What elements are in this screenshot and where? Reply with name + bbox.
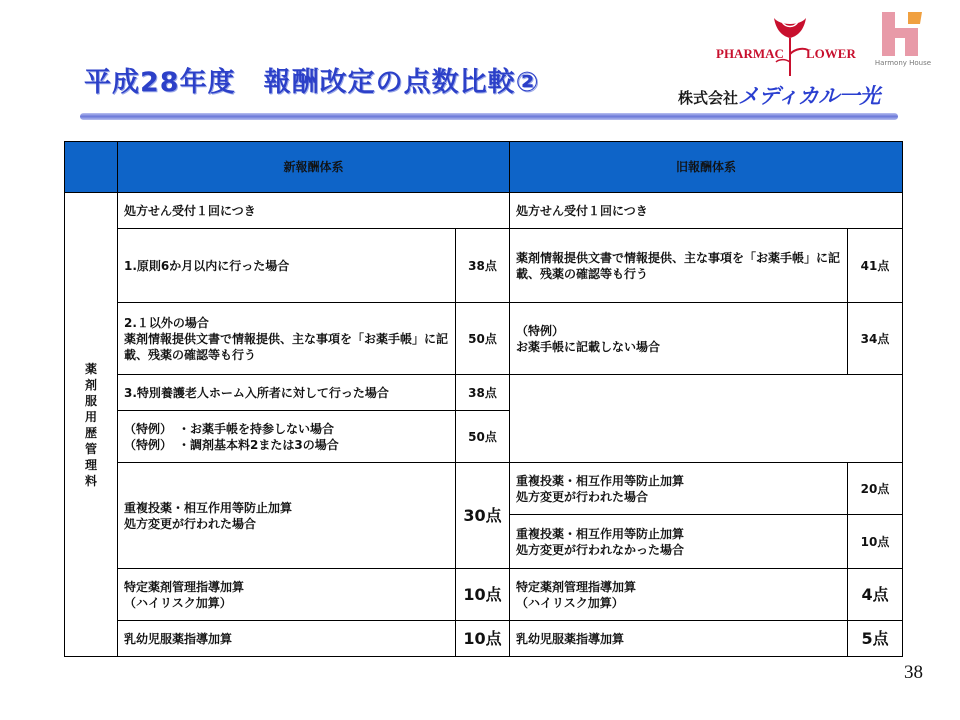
r4-new-text: 3.特別養護老人ホーム入所者に対して行った場合 xyxy=(118,375,456,411)
r3-old-points: 34点 xyxy=(848,303,903,375)
r4-new-points: 38点 xyxy=(456,375,510,411)
harmony-house-caption: Harmony House xyxy=(874,59,932,67)
table-row xyxy=(65,193,903,229)
r8-new-points: 10点 xyxy=(456,569,510,621)
old-empty-cell xyxy=(510,375,903,463)
r7-old-text: 重複投薬・相互作用等防止加算 処方変更が行われなかった場合 xyxy=(510,515,848,569)
r3-new-text: 2.１以外の場合 薬剤情報提供文書で情報提供、主な事項を「お薬手帳」に記載、残薬の確認等も行う xyxy=(118,303,456,375)
table-row xyxy=(65,569,903,621)
table-row xyxy=(65,303,903,375)
company-name xyxy=(678,80,880,110)
r9-new-points: 10点 xyxy=(456,621,510,657)
page-number: 38 xyxy=(904,662,923,683)
r3-new-points: 50点 xyxy=(456,303,510,375)
r9-old-points: 5点 xyxy=(848,621,903,657)
r9-old-text: 乳幼児服薬指導加算 xyxy=(510,621,848,657)
header-new-system: 新報酬体系 xyxy=(118,142,510,193)
r8-new-text: 特定薬剤管理指導加算 （ハイリスク加算） xyxy=(118,569,456,621)
table-row xyxy=(65,375,903,411)
r6-new-text: 重複投薬・相互作用等防止加算 処方変更が行われた場合 xyxy=(118,463,456,569)
r6-new-points: 30点 xyxy=(456,463,510,569)
header-old-system: 旧報酬体系 xyxy=(510,142,903,193)
r8-old-points: 4点 xyxy=(848,569,903,621)
r2-old-text: 薬剤情報提供文書で情報提供、主な事項を「お薬手帳」に記載、残薬の確認等も行う xyxy=(510,229,848,303)
r5-new-points: 50点 xyxy=(456,411,510,463)
pharmacy-flower-right-text: LOWER xyxy=(806,46,856,61)
company-prefix: 株式会社 xyxy=(678,89,739,107)
r3-old-text: （特例） お薬手帳に記載しない場合 xyxy=(510,303,848,375)
company-main-name: メディカル一光 xyxy=(738,84,880,108)
harmony-house-logo xyxy=(868,8,938,70)
harmony-h-icon xyxy=(868,8,938,60)
r8-old-text: 特定薬剤管理指導加算 （ハイリスク加算） xyxy=(510,569,848,621)
r1-old-text: 処方せん受付１回につき xyxy=(510,193,903,229)
header-blank-cell xyxy=(65,142,118,193)
r2-new-text: 1.原則6か月以内に行った場合 xyxy=(118,229,456,303)
r6-old-text: 重複投薬・相互作用等防止加算 処方変更が行われた場合 xyxy=(510,463,848,515)
flower-icon xyxy=(770,14,810,80)
comparison-table xyxy=(64,141,903,657)
page-title: 平成28年度 報酬改定の点数比較② xyxy=(84,67,540,98)
r1-new-text: 処方せん受付１回につき xyxy=(118,193,510,229)
r5-new-text: （特例） ・お薬手帳を持参しない場合 （特例） ・調剤基本料2または3の場合 xyxy=(118,411,456,463)
r2-old-points: 41点 xyxy=(848,229,903,303)
table-row xyxy=(65,621,903,657)
table-header-row xyxy=(65,142,903,193)
r7-old-points: 10点 xyxy=(848,515,903,569)
r2-new-points: 38点 xyxy=(456,229,510,303)
r6-old-points: 20点 xyxy=(848,463,903,515)
pharmacy-flower-logo xyxy=(716,14,866,80)
pharmacy-flower-left-text: PHARMAC xyxy=(716,46,784,61)
r9-new-text: 乳幼児服薬指導加算 xyxy=(118,621,456,657)
table-row xyxy=(65,463,903,515)
category-label: 薬 剤 服 用 歴 管 理 料 xyxy=(65,193,118,657)
table-row xyxy=(65,229,903,303)
title-underline xyxy=(80,113,898,120)
